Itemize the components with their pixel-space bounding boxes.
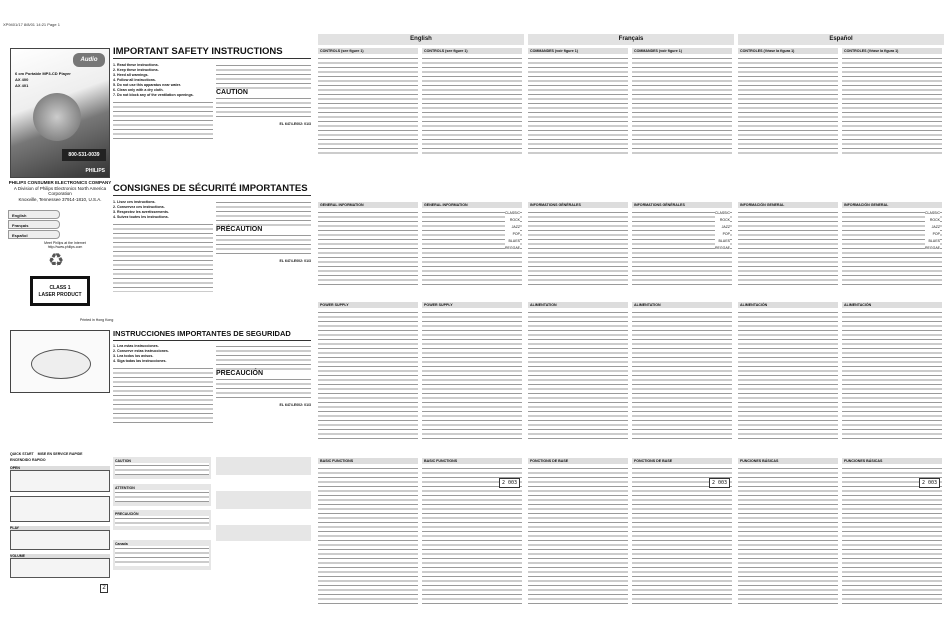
website: Meet Philips at the Internet http://www.philips.com <box>44 241 86 249</box>
section-block <box>632 48 732 156</box>
safety-item: 1. Lisez ces instructions. <box>113 200 156 204</box>
section-block <box>842 302 942 440</box>
body-text <box>422 56 522 156</box>
product-cover <box>10 48 110 178</box>
section-block <box>318 202 418 285</box>
caution-heading: PRECAUCIÓN <box>216 370 264 377</box>
section-heading: INFORMACIÓN GENERAL <box>842 202 942 208</box>
tab-espanol[interactable]: Español <box>8 230 60 239</box>
safety-item: 1. Lea estas instrucciones. <box>113 344 159 348</box>
section-block <box>842 48 942 156</box>
safety-col2-es <box>216 344 311 407</box>
lcd-display-readout: 2 003 <box>709 478 730 488</box>
doc-code: EL 6474-E002: 01/3 <box>279 403 311 407</box>
safety-list-en <box>113 63 213 140</box>
section-block <box>738 202 838 285</box>
section-block <box>842 202 942 285</box>
section-block <box>422 458 522 606</box>
notice-caution <box>113 457 211 479</box>
safety-col2-fr <box>216 200 311 263</box>
section-heading: POWER SUPPLY <box>318 302 418 308</box>
eq-mode: JAZZ <box>931 225 940 229</box>
section-heading: ALIMENTACIÓN <box>842 302 942 308</box>
section-block <box>738 48 838 156</box>
tab-francais[interactable]: Français <box>8 220 60 229</box>
safety-item: 4. Suivez toutes les instructions. <box>113 215 169 219</box>
body-text <box>528 210 628 285</box>
audio-badge: Audio <box>73 53 105 67</box>
eq-mode-list <box>925 210 940 252</box>
notice-title: Canada <box>115 542 128 546</box>
fcc-notice-es <box>216 525 311 541</box>
safety-item: 3. Lea todos los avisos. <box>113 354 154 358</box>
section-heading: FUNCIONES BÁSICAS <box>842 458 942 464</box>
safety-list-es <box>113 344 213 426</box>
caution-heading: CAUTION <box>216 89 248 96</box>
lcd-display-readout: 2 003 <box>919 478 940 488</box>
company-division: A Division of Philips Electronics North America Corporation <box>13 185 107 196</box>
safety-item: 2. Conserve estas instrucciones. <box>113 349 169 353</box>
page-number: 2 <box>100 584 108 593</box>
eq-mode: ROCK <box>719 218 730 222</box>
section-block <box>318 48 418 156</box>
safety-list-fr <box>113 200 213 292</box>
section-heading: GENERAL INFORMATION <box>318 202 418 208</box>
section-heading: BASIC FUNCTIONS <box>318 458 418 464</box>
body-text <box>528 466 628 606</box>
qs-label: ENCENDIDO RAPIDO <box>10 457 46 462</box>
body-text <box>842 310 942 440</box>
safety-item: 3. Heed all warnings. <box>113 73 149 77</box>
safety-item: 4. Follow all instructions. <box>113 78 156 82</box>
notice-attention <box>113 484 211 506</box>
body-text <box>632 56 732 156</box>
philips-logo: PHILIPS <box>85 168 105 174</box>
section-heading: FONCTIONS DE BASE <box>632 458 732 464</box>
eq-mode-list <box>715 210 730 252</box>
section-block <box>632 458 732 606</box>
section-block <box>632 302 732 440</box>
caution-heading: PRÉCAUTION <box>216 226 263 233</box>
body-text <box>318 466 418 606</box>
eq-mode: BLUES <box>928 239 940 243</box>
safety-item: 4. Siga todas las instrucciones. <box>113 359 167 363</box>
section-heading: FONCTIONS DE BASE <box>528 458 628 464</box>
notice-title: CAUTION <box>115 459 131 463</box>
eq-mode: ROCK <box>929 218 940 222</box>
printed-in: Printed in Hong Kong <box>80 318 114 322</box>
body-text <box>318 56 418 156</box>
notice-title: PRECAUCIÓN <box>115 512 139 516</box>
recycle-icon: ♻ <box>48 250 65 270</box>
safety-title-en: IMPORTANT SAFETY INSTRUCTIONS <box>113 46 311 59</box>
notice-title: ATTENTION <box>115 486 135 490</box>
body-text <box>738 56 838 156</box>
eq-mode: JAZZ <box>721 225 730 229</box>
eq-mode: REGGAE <box>925 246 940 250</box>
section-block <box>528 48 628 156</box>
section-heading: ALIMENTACIÓN <box>738 302 838 308</box>
figure-1-controls-diagram <box>10 330 110 393</box>
safety-item: 1. Read these instructions. <box>113 63 159 67</box>
cd-player-image <box>33 93 81 141</box>
section-block <box>422 302 522 440</box>
body-text <box>632 310 732 440</box>
section-block <box>738 458 838 606</box>
section-heading: INFORMATIONS GÉNÉRALES <box>632 202 732 208</box>
eq-mode: REGGAE <box>715 246 730 250</box>
section-block <box>528 458 628 606</box>
company-name: PHILIPS CONSUMER ELECTRONICS COMPANY <box>8 180 112 185</box>
doc-code: EL 6474-E002: 01/3 <box>279 259 311 263</box>
language-header: English <box>318 34 524 45</box>
lcd-display-readout: 2 003 <box>499 478 520 488</box>
helpline-phone: 800-531-0039 <box>62 149 106 161</box>
eq-mode: ROCK <box>509 218 520 222</box>
safety-item: 7. Do not block any of the ventilation openings. <box>113 93 194 97</box>
laser-label <box>30 276 90 306</box>
section-heading: ALIMENTATION <box>632 302 732 308</box>
section-heading: BASIC FUNCTIONS <box>422 458 522 464</box>
section-heading: CONTROLS (see figure 1) <box>422 48 522 54</box>
company-info <box>8 180 112 202</box>
section-block <box>632 202 732 285</box>
notice-canada <box>113 540 211 570</box>
safety-title-fr: CONSIGNES DE SÉCURITÉ IMPORTANTES <box>113 183 311 196</box>
model-name: 6 cm Portable MP3-CD Player <box>15 71 71 76</box>
section-heading: POWER SUPPLY <box>422 302 522 308</box>
company-address: Knoxville, Tennessee 37914-1810, U.S.A. <box>18 196 102 202</box>
print-header: XP9401/17 8/8/01 14:21 Page 1 <box>3 22 60 27</box>
doc-code: EL 6474-E002: 01/3 <box>279 122 311 126</box>
section-heading: INFORMACIÓN GENERAL <box>738 202 838 208</box>
eq-mode: CLASSIC <box>925 211 940 215</box>
laser-product: LASER PRODUCT <box>38 292 82 298</box>
section-heading: ALIMENTATION <box>528 302 628 308</box>
section-block <box>422 48 522 156</box>
body-text <box>318 210 418 285</box>
quick-start-figures <box>10 466 110 578</box>
eq-mode: POP <box>512 232 520 236</box>
eq-mode-list <box>505 210 520 252</box>
eq-mode: REGGAE <box>505 246 520 250</box>
eq-mode: CLASSIC <box>505 211 520 215</box>
eq-mode: POP <box>932 232 940 236</box>
section-heading: CONTROLES (Véase la figura 1) <box>738 48 838 54</box>
safety-item: 6. Clean only with a dry cloth. <box>113 88 164 92</box>
safety-item: 2. Keep these instructions. <box>113 68 159 72</box>
section-heading: COMMANDES (voir figure 1) <box>528 48 628 54</box>
section-block <box>842 458 942 606</box>
fcc-notice-fr <box>216 491 311 509</box>
safety-item: 5. Do not use this apparatus near water. <box>113 83 181 87</box>
body-text <box>738 466 838 606</box>
section-heading: INFORMATIONS GÉNÉRALES <box>528 202 628 208</box>
eq-mode: BLUES <box>718 239 730 243</box>
eq-mode: BLUES <box>508 239 520 243</box>
body-text <box>318 310 418 440</box>
model-number: AX 400 <box>15 77 29 82</box>
body-text <box>422 310 522 440</box>
section-block <box>738 302 838 440</box>
eq-mode: POP <box>722 232 730 236</box>
qs-step: PLAY <box>10 526 110 530</box>
section-heading: CONTROLS (see figure 1) <box>318 48 418 54</box>
tab-english[interactable]: English <box>8 210 60 219</box>
qs-step: OPEN <box>10 466 110 470</box>
safety-item: 2. Conservez ces instructions. <box>113 205 165 209</box>
section-heading: COMMANDES (voir figure 1) <box>632 48 732 54</box>
body-text <box>842 56 942 156</box>
body-text <box>528 56 628 156</box>
safety-item: 3. Respectez les avertissements. <box>113 210 169 214</box>
body-text <box>528 310 628 440</box>
fcc-notice <box>216 457 311 475</box>
safety-col2-en <box>216 63 311 126</box>
section-heading: GENERAL INFORMATION <box>422 202 522 208</box>
laser-class: CLASS 1 <box>49 285 71 291</box>
qs-label: QUICK START <box>10 452 34 456</box>
section-block <box>528 302 628 440</box>
quick-start-header <box>10 452 110 462</box>
section-block <box>422 202 522 285</box>
language-header: Español <box>738 34 944 45</box>
safety-title-es: INSTRUCCIONES IMPORTANTES DE SEGURIDAD <box>113 328 311 341</box>
language-header: Français <box>528 34 734 45</box>
qs-label: MISE EN SERVICE RAPIDE <box>37 452 83 456</box>
section-block <box>528 202 628 285</box>
eq-mode: JAZZ <box>511 225 520 229</box>
body-text <box>738 310 838 440</box>
eq-mode: CLASSIC <box>715 211 730 215</box>
body-text <box>738 210 838 285</box>
notice-precaucion <box>113 510 211 530</box>
qs-step: VOLUME <box>10 554 110 558</box>
section-block <box>318 302 418 440</box>
model-number: AX 401 <box>15 83 29 88</box>
section-block <box>318 458 418 606</box>
section-heading: CONTROLES (Véase la figura 1) <box>842 48 942 54</box>
section-heading: FUNCIONES BÁSICAS <box>738 458 838 464</box>
